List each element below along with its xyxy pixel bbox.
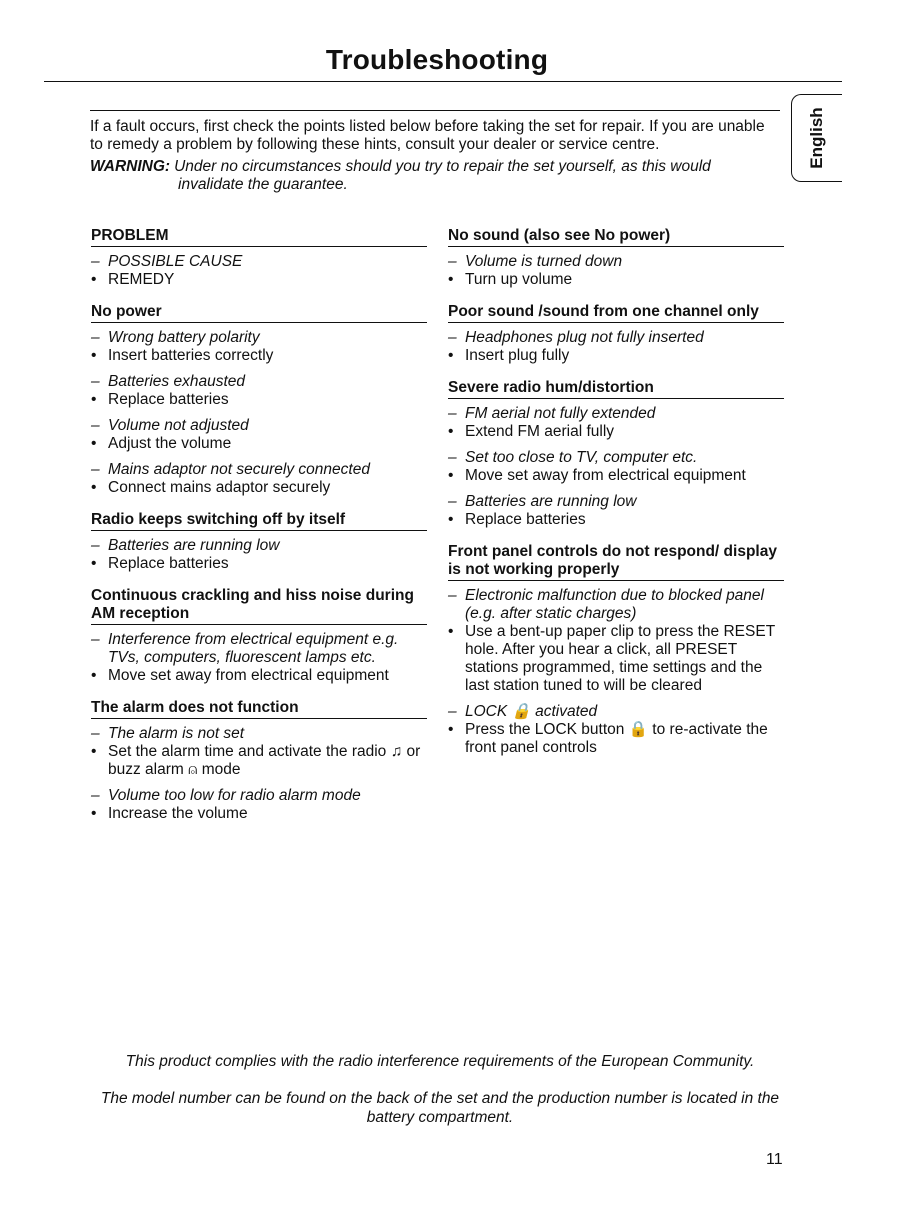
- dash-marker: –: [91, 329, 100, 346]
- cause-remedy-item: [91, 537, 427, 573]
- cause-line: [448, 703, 784, 721]
- cause-remedy-item: [448, 405, 784, 441]
- dash-marker: –: [91, 537, 100, 554]
- cause-line: [91, 417, 427, 435]
- intro-paragraph: If a fault occurs, first check the points listed below before taking the set for repair. If you are unable to remedy a problem by following these hints, consult your dealer or service centre.: [90, 118, 765, 153]
- cause-line: [91, 631, 427, 667]
- remedy-line: [91, 391, 427, 409]
- bullet-marker: •: [448, 467, 454, 484]
- cause-line: [91, 537, 427, 555]
- problem-section: [448, 303, 784, 365]
- problem-section: [91, 303, 427, 497]
- possible-cause: Volume not adjusted: [108, 417, 249, 434]
- intro-block: [90, 118, 780, 194]
- remedy-line: [91, 271, 427, 289]
- possible-cause: FM aerial not fully extended: [465, 405, 656, 422]
- cause-line: [91, 787, 427, 805]
- bullet-marker: •: [91, 391, 97, 408]
- cause-remedy-item: [91, 253, 427, 289]
- dash-marker: –: [91, 461, 100, 478]
- possible-cause: Interference from electrical equipment e.g. TVs, computers, fluorescent lamps etc.: [108, 631, 399, 666]
- remedy: Extend FM aerial fully: [465, 423, 615, 440]
- bullet-marker: •: [91, 271, 97, 288]
- cause-remedy-item: [448, 703, 784, 757]
- problem-section: [91, 587, 427, 685]
- bullet-marker: •: [91, 555, 97, 572]
- remedy-line: [448, 423, 784, 441]
- possible-cause: Electronic malfunction due to blocked panel (e.g. after static charges): [465, 587, 764, 622]
- cause-line: [448, 329, 784, 347]
- warning-label: WARNING:: [90, 158, 171, 175]
- possible-cause: Volume too low for radio alarm mode: [108, 787, 361, 804]
- bullet-marker: •: [448, 347, 454, 364]
- right-column: [448, 227, 784, 771]
- possible-cause: Headphones plug not fully inserted: [465, 329, 704, 346]
- problem-heading: The alarm does not function: [91, 699, 427, 719]
- bullet-marker: •: [448, 721, 454, 738]
- dash-marker: –: [91, 253, 100, 270]
- possible-cause: Set too close to TV, computer etc.: [465, 449, 698, 466]
- remedy-line: [91, 555, 427, 573]
- problem-section: [448, 227, 784, 289]
- dash-marker: –: [91, 373, 100, 390]
- problem-heading: Continuous crackling and hiss noise during AM reception: [91, 587, 427, 625]
- dash-marker: –: [91, 787, 100, 804]
- bullet-marker: •: [91, 743, 97, 760]
- bullet-marker: •: [448, 511, 454, 528]
- remedy-line: [448, 347, 784, 365]
- dash-marker: –: [448, 329, 457, 346]
- remedy-line: [91, 805, 427, 823]
- remedy: Turn up volume: [465, 271, 573, 288]
- language-tab-label: English: [807, 107, 826, 169]
- cause-line: [91, 461, 427, 479]
- remedy: Adjust the volume: [108, 435, 232, 452]
- intro-divider: [90, 110, 780, 111]
- problem-section: [91, 511, 427, 573]
- problem-section: [91, 699, 427, 823]
- page-title: Troubleshooting: [325, 44, 549, 75]
- cause-line: [91, 725, 427, 743]
- cause-remedy-item: [91, 417, 427, 453]
- cause-remedy-item: [448, 587, 784, 695]
- remedy-line: [448, 271, 784, 289]
- possible-cause: Batteries are running low: [465, 493, 637, 510]
- problem-heading: No power: [91, 303, 427, 323]
- dash-marker: –: [91, 631, 100, 648]
- model-number-note: The model number can be found on the back of the set and the production number is located in the battery compartment.: [100, 1090, 780, 1126]
- remedy: Press the LOCK button 🔒 to re-activate the front panel controls: [465, 721, 768, 756]
- problem-section: [448, 543, 784, 757]
- possible-cause: Wrong battery polarity: [108, 329, 260, 346]
- problem-section: [91, 227, 427, 289]
- remedy-line: [91, 743, 427, 779]
- possible-cause: Batteries are running low: [108, 537, 280, 554]
- cause-remedy-item: [91, 461, 427, 497]
- dash-marker: –: [448, 449, 457, 466]
- problem-heading: Poor sound /sound from one channel only: [448, 303, 784, 323]
- remedy-line: [91, 479, 427, 497]
- possible-cause: POSSIBLE CAUSE: [108, 253, 243, 270]
- possible-cause: Batteries exhausted: [108, 373, 246, 390]
- remedy: Replace batteries: [465, 511, 586, 528]
- remedy: Replace batteries: [108, 391, 229, 408]
- warning-text: [90, 158, 780, 194]
- cause-line: [448, 449, 784, 467]
- remedy-line: [91, 347, 427, 365]
- bullet-marker: •: [91, 479, 97, 496]
- problem-heading: Radio keeps switching off by itself: [91, 511, 427, 531]
- dash-marker: –: [448, 405, 457, 422]
- cause-line: [448, 405, 784, 423]
- remedy: Use a bent-up paper clip to press the RESET hole. After you hear a click, all PRESET stations programmed, time settings and the last station tuned to will be cleared: [465, 623, 775, 694]
- bullet-marker: •: [448, 623, 454, 640]
- remedy: Insert plug fully: [465, 347, 570, 364]
- problem-heading: No sound (also see No power): [448, 227, 784, 247]
- remedy-line: [448, 467, 784, 485]
- page-number: 11: [766, 1151, 783, 1168]
- dash-marker: –: [91, 417, 100, 434]
- remedy: Replace batteries: [108, 555, 229, 572]
- remedy: Set the alarm time and activate the radio ♫ or buzz alarm ⍝ mode: [108, 743, 421, 778]
- cause-line: [448, 587, 784, 623]
- problem-section: [448, 379, 784, 529]
- problem-heading: Severe radio hum/distortion: [448, 379, 784, 399]
- cause-line: [91, 373, 427, 391]
- remedy: Move set away from electrical equipment: [108, 667, 389, 684]
- remedy-line: [448, 623, 784, 695]
- warning-line-2: invalidate the guarantee.: [178, 176, 348, 193]
- remedy-line: [91, 435, 427, 453]
- cause-remedy-item: [91, 787, 427, 823]
- bullet-marker: •: [91, 347, 97, 364]
- possible-cause: Mains adaptor not securely connected: [108, 461, 370, 478]
- language-tab: [791, 94, 842, 182]
- dash-marker: –: [448, 493, 457, 510]
- title-divider: [44, 81, 842, 82]
- cause-remedy-item: [448, 493, 784, 529]
- possible-cause: Volume is turned down: [465, 253, 623, 270]
- remedy-line: [448, 511, 784, 529]
- cause-line: [91, 329, 427, 347]
- cause-remedy-item: [91, 373, 427, 409]
- remedy: Connect mains adaptor securely: [108, 479, 331, 496]
- remedy-line: [448, 721, 784, 757]
- cause-remedy-item: [448, 253, 784, 289]
- compliance-note: This product complies with the radio interference requirements of the European Community.: [125, 1053, 755, 1070]
- cause-line: [448, 493, 784, 511]
- cause-line: [448, 253, 784, 271]
- dash-marker: –: [448, 703, 457, 720]
- remedy: Move set away from electrical equipment: [465, 467, 746, 484]
- cause-remedy-item: [91, 329, 427, 365]
- bullet-marker: •: [448, 423, 454, 440]
- cause-remedy-item: [91, 725, 427, 779]
- problem-heading: PROBLEM: [91, 227, 427, 247]
- remedy: REMEDY: [108, 271, 175, 288]
- possible-cause: LOCK 🔒 activated: [465, 703, 598, 720]
- dash-marker: –: [448, 253, 457, 270]
- bullet-marker: •: [448, 271, 454, 288]
- bullet-marker: •: [91, 805, 97, 822]
- remedy: Insert batteries correctly: [108, 347, 274, 364]
- cause-line: [91, 253, 427, 271]
- left-column: [91, 227, 427, 837]
- cause-remedy-item: [91, 631, 427, 685]
- possible-cause: The alarm is not set: [108, 725, 245, 742]
- warning-line-1: Under no circumstances should you try to repair the set yourself, as this would: [174, 158, 711, 175]
- dash-marker: –: [448, 587, 457, 604]
- bullet-marker: •: [91, 667, 97, 684]
- bullet-marker: •: [91, 435, 97, 452]
- remedy: Increase the volume: [108, 805, 248, 822]
- cause-remedy-item: [448, 329, 784, 365]
- cause-remedy-item: [448, 449, 784, 485]
- remedy-line: [91, 667, 427, 685]
- problem-heading: Front panel controls do not respond/ display is not working properly: [448, 543, 784, 581]
- dash-marker: –: [91, 725, 100, 742]
